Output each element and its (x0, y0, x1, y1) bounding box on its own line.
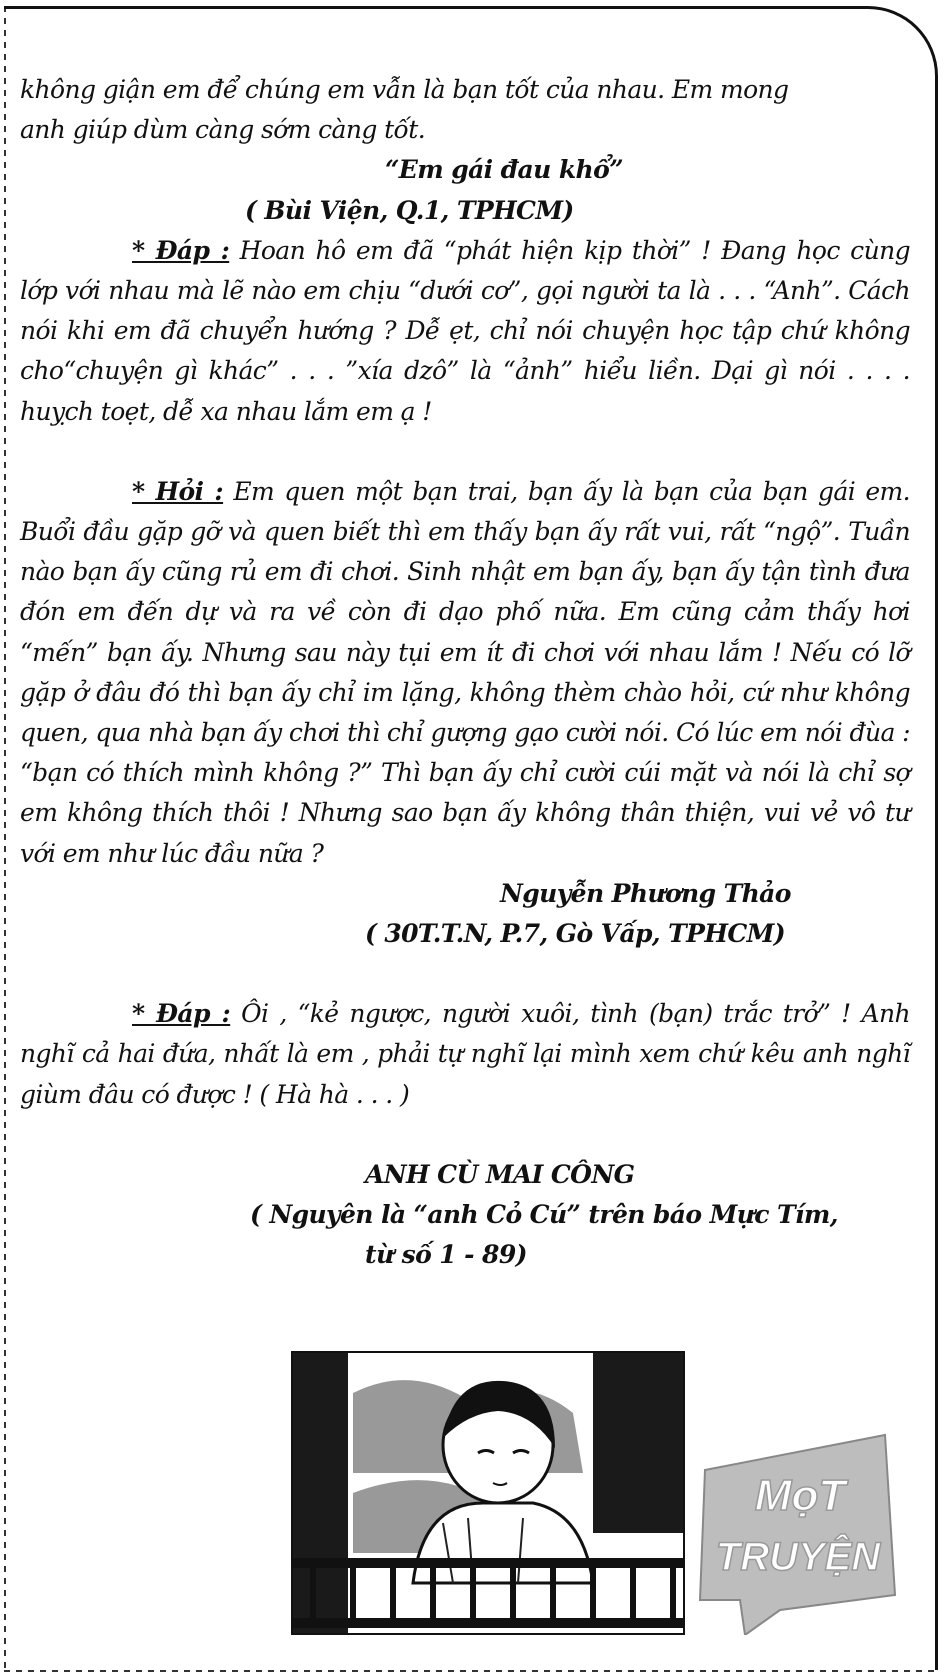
signature-1 (20, 150, 910, 230)
footer-signature-name: ANH CÙ MAI CÔNG (365, 1159, 635, 1189)
footer-signature (20, 1155, 910, 1276)
intro-line-2: anh giúp dùm càng sớm càng tốt. (20, 115, 426, 145)
signature-2-name: Nguyễn Phương Thảo (500, 878, 791, 908)
question-2 (20, 472, 910, 874)
illustration-girl-on-balcony (291, 1351, 685, 1635)
answer-2-label: * Đáp : (132, 999, 231, 1029)
illustration-drawing (293, 1353, 683, 1633)
footer-signature-line-1: ( Nguyên là “anh Cỏ Cú” trên báo Mực Tím, (250, 1200, 838, 1230)
watermark-line-2: TRUYỆN (715, 1535, 881, 1579)
watermark-line-1: MọT (754, 1471, 846, 1520)
article-body (20, 70, 910, 1275)
question-2-text: Em quen một bạn trai, bạn ấy là bạn của bạn gái em. Buổi đầu gặp gỡ và quen biết thì em thấy bạn ấy rất vui, rất “ngộ”. Tuần nào bạn ấy cũng rủ em đi chơi. Sinh nhật em bạn ấy, bạn ấy tận tình đưa đón em đến dự và ra về còn đi dạo phố nữa. Em cũng cảm thấy hơi “mến” bạn ấy. Nhưng sau này tụi em ít đi chơi với nhau lắm ! Nếu có lỡ gặp ở đâu đó thì bạn ấy chỉ im lặng, không thèm chào hỏi, cứ như không quen, qua nhà bạn ấy chơi thì chỉ gượng gạo cười nói. Có lúc em nói đùa : “bạn có thích mình không ?” Thì bạn ấy chỉ cười cúi mặt và nói là chỉ sợ em không thích thôi ! Nhưng sao bạn ấy không thân thiện, vui vẻ vô tư với em như lúc đầu nữa ? (20, 476, 910, 868)
question-2-label: * Hỏi : (132, 476, 224, 506)
signature-2 (20, 874, 910, 954)
answer-2-text: Ôi , “kẻ ngược, người xuôi, tình (bạn) trắc trở” ! Anh nghĩ cả hai đứa, nhất là em , phải tự nghĩ lại mình xem chứ kêu anh nghĩ giùm đâu có được ! ( Hà hà . . . ) (20, 999, 910, 1109)
watermark-badge-icon (690, 1430, 905, 1635)
answer-1-label: * Đáp : (132, 235, 230, 265)
paragraph-intro (20, 70, 910, 150)
intro-line-1: không giận em để chúng em vẫn là bạn tốt của nhau. Em mong (20, 75, 789, 104)
signature-1-name: “Em gái đau khổ” (385, 155, 623, 185)
answer-1-text: Hoan hô em đã “phát hiện kịp thời” ! Đang học cùng lớp với nhau mà lẽ nào em chịu “dưới cơ”, gọi người ta là . . . “Anh”. Cách nói khi em đã chuyển hướng ? Dễ ẹt, chỉ nói chuyện học tập chứ không cho“chuyện gì khác” . . . ”xía dzô” là “ảnh” hiểu liền. Dại gì nói . . . . huỵch toẹt, dễ xa nhau lắm em ạ ! (20, 235, 910, 426)
signature-1-address: ( Bùi Viện, Q.1, TPHCM) (245, 195, 574, 225)
watermark-logo (690, 1430, 905, 1635)
page-border-bottom (4, 1670, 938, 1672)
answer-1 (20, 231, 910, 432)
answer-2 (20, 994, 910, 1115)
signature-2-address: ( 30T.T.N, P.7, Gò Vấp, TPHCM) (365, 919, 785, 949)
footer-signature-line-2: từ số 1 - 89) (365, 1240, 527, 1270)
